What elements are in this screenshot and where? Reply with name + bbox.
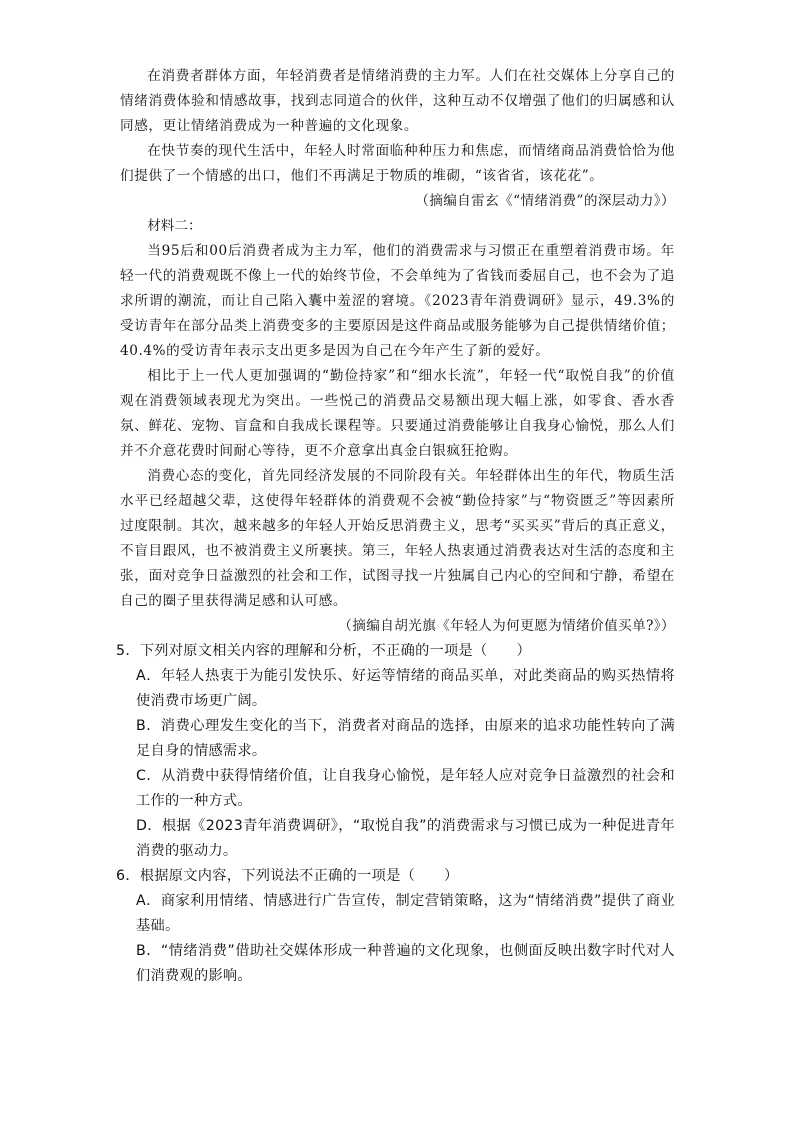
option-a: A．商家利用情绪、情感进行广告宣传，制定营销策略，这为“情绪消费”提供了商业基础。 [136,893,675,934]
option-d: D．根据《2023青年消费调研》，“取悦自我”的消费需求与习惯已成为一种促进青年消费的驱动力。 [136,818,675,859]
material-two-paragraph: 消费心态的变化，首先同经济发展的不同阶段有关。年轻群体出生的年代，物质生活水平已经超越父辈，这使得年轻群体的消费观不会被“勤俭持家”与“物资匮乏”等因素所过度限制。其次，越来越多的年轻人开始反思消费主义，思考“买买买”背后的真正意义，不盲目跟风，也不被消费主义所裹挟。第三，年轻人热衷通过消费表达对生活的态度和主张，面对竞争日益激烈的社会和工作，试图寻找一片独属自己内心的空间和宁静，希望在自己的圈子里获得满足感和认可感。 [120,468,675,609]
material-two-paragraph: 当95后和00后消费者成为主力军，他们的消费需求与习惯正在重塑着消费市场。年轻一代的消费观既不像上一代的始终节俭，不会单纯为了省钱而委屈自己，也不会为了追求所谓的潮流，而让自己陷入囊中羞涩的窘境。《2023青年消费调研》显示，49.3%的受访青年在部分品类上消费变多的主要原因是这件商品或服务能够为自己提供情绪价值；40.4%的受访青年表示支出更多是因为自己在今年产生了新的爱好。 [120,243,675,359]
material-one-excerpt [120,64,675,214]
material-one-source: （摘编自雷玄《“情绪消费”的深层动力》） [415,193,675,209]
option-b: B．“情绪消费”借助社交媒体形成一种普遍的文化现象，也侧面反映出数字时代对人们消费观的影响。 [136,943,675,984]
material-two-label: 材料二： [147,218,202,234]
material-two-paragraph: 相比于上一代人更加强调的“勤俭持家”和“细水长流”，年轻一代“取悦自我”的价值观在消费领域表现尤为突出。一些悦己的消费品交易额出现大幅上涨，如零食、香水香氛、鲜花、宠物、盲盒和自我成长课程等。只要通过消费能够让自我身心愉悦，那么人们并不介意花费时间耐心等待，更不介意拿出真金白银疯狂抢购。 [120,368,675,459]
option-b: B．消费心理发生变化的当下，消费者对商品的选择，由原来的追求功能性转向了满足自身的情感需求。 [136,718,675,759]
material-one-paragraph: 在消费者群体方面，年轻消费者是情绪消费的主力军。人们在社交媒体上分享自己的情绪消费体验和情感故事，找到志同道合的伙伴，这种互动不仅增强了他们的归属感和认同感，更让情绪消费成为一种普遍的文化现象。 [120,68,675,134]
option-c: C．从消费中获得情绪价值，让自我身心愉悦，是年轻人应对竞争日益激烈的社会和工作的一种方式。 [136,768,675,809]
question-stem: 6．根据原文内容，下列说法不正确的一项是（ ） [116,868,459,884]
question-stem: 5．下列对原文相关内容的理解和分析，不正确的一项是（ ） [116,643,531,659]
material-two-source: （摘编自胡光旗《年轻人为何更愿为情绪价值买单?》） [338,618,675,634]
material-two [120,214,675,639]
material-one-paragraph: 在快节奏的现代生活中，年轻人时常面临种种压力和焦虑，而情绪商品消费恰恰为他们提供了一个情感的出口，他们不再满足于物质的堆砌，“该省省，该花花”。 [120,143,675,184]
question-6 [116,864,675,989]
question-5 [116,639,675,864]
option-a: A．年轻人热衷于为能引发快乐、好运等情绪的商品买单，对此类商品的购买热情将使消费市场更广阔。 [136,668,675,709]
